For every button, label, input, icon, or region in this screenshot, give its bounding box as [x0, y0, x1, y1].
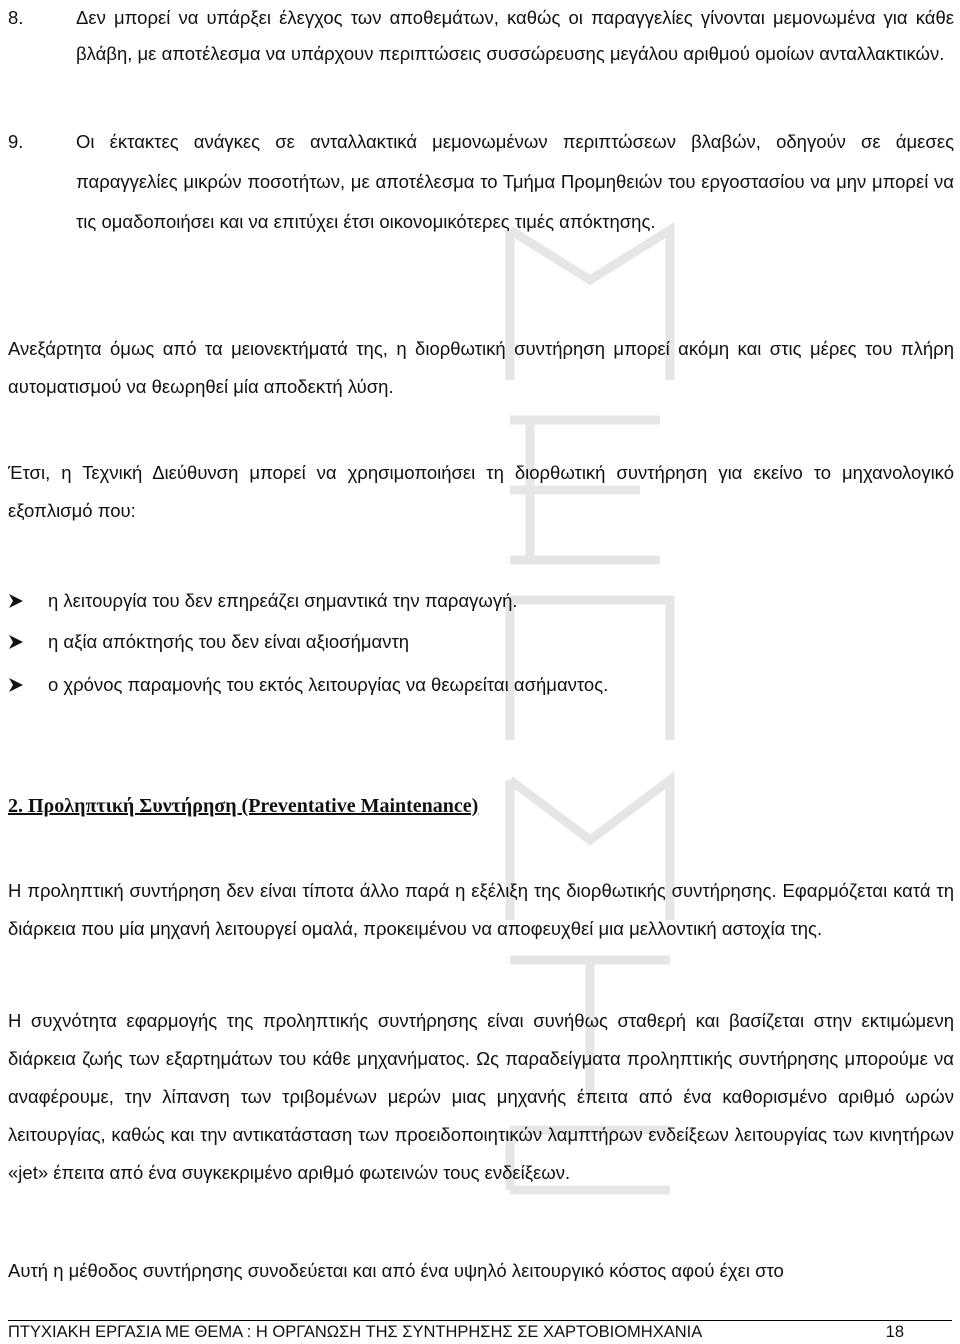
bullet-text: ο χρόνος παραμονής του εκτός λειτουργίας να θεωρείται ασήμαντος.: [48, 674, 609, 695]
paragraph-frequency: Η συχνότητα εφαρμογής της προληπτικής συντήρησης είναι συνήθως σταθερή και βασίζεται στην εκτιμώμενη διάρκεια ζωής των εξαρτημάτων του κάθε μηχανήματος. Ως παραδείγματα προληπτικής συντήρησης μπορούμε να αναφέρουμε, την λίπανση των τριβομένων μερών μιας μηχανής έπειτα από ένα καθορισμένο αριθμό ωρών λειτουργίας, καθώς και την αντικατάσταση των προειδοποιητικών λαμπτήρων ενδείξεων λειτουργίας των κινητήρων «jet» έπειτα από ένα συγκεκριμένο αριθμό φωτεινών τους ενδείξεων.: [8, 1010, 954, 1183]
bullet-item: [8, 627, 409, 657]
list-item-text: Δεν μπορεί να υπάρξει έλεγχος των αποθεμάτων, καθώς οι παραγγελίες γίνονται μεμονωμένα για κάθε βλάβη, με αποτέλεσμα να υπάρχουν περιπτώσεις συσσώρευσης μεγάλου αριθμού ομοίων ανταλλακτικών.: [76, 7, 954, 64]
section-heading: 2. Προληπτική Συντήρηση (Preventative Maintenance): [8, 795, 479, 817]
list-item-8: [8, 0, 954, 72]
paragraph-independent: Ανεξάρτητα όμως από τα μειονεκτήματά της, η διορθωτική συντήρηση μπορεί ακόμη και στις μέρες του πλήρη αυτοματισμού να θεωρηθεί μία αποδεκτή λύση.: [8, 338, 954, 397]
bullet-text: η αξία απόκτησής του δεν είναι αξιοσήμαντη: [48, 631, 410, 652]
page-number: 18: [885, 1323, 904, 1341]
footer-title: ΠΤΥΧΙΑΚΗ ΕΡΓΑΣΙΑ ΜΕ ΘΕΜΑ : Η ΟΡΓΑΝΩΣΗ ΤΗΣ ΣΥΝΤΗΡΗΣΗΣ ΣΕ ΧΑΡΤΟΒΙΟΜΗΧΑΝΙΑ: [8, 1323, 703, 1341]
arrow-bullet-icon: [8, 677, 24, 693]
arrow-bullet-icon: [8, 634, 24, 650]
bullet-text: η λειτουργία του δεν επηρεάζει σημαντικά την παραγωγή.: [48, 590, 518, 611]
paragraph-method: Αυτή η μέθοδος συντήρησης συνοδεύεται και από ένα υψηλό λειτουργικό κόστος αφού έχει στο: [8, 1260, 784, 1281]
paragraph-preventive: Η προληπτική συντήρηση δεν είναι τίποτα άλλο παρά η εξέλιξη της διορθωτικής συντήρησης. Εφαρμόζεται κατά τη διάρκεια που μία μηχανή λειτουργεί ομαλά, προκειμένου να αποφευχθεί μια μελλοντική αστοχία της.: [8, 880, 954, 939]
bullet-item: [8, 670, 608, 700]
paragraph-thus: Έτσι, η Τεχνική Διεύθυνση μπορεί να χρησιμοποιήσει τη διορθωτική συντήρηση για εκείνο το μηχανολογικό εξοπλισμό που:: [8, 462, 954, 521]
list-item-9: [8, 122, 954, 242]
list-item-text: Οι έκτακτες ανάγκες σε ανταλλακτικά μεμονωμένων περιπτώσεων βλαβών, οδηγούν σε άμεσες παραγγελίες μικρών ποσοτήτων, με αποτέλεσμα το Τμήμα Προμηθειών του εργοστασίου να μην μπορεί να τις ομαδοποιήσει και να επιτύχει έτσι οικονομικότερες τιμές απόκτησης.: [76, 131, 954, 232]
list-item-number: 8.: [8, 7, 24, 28]
list-item-number: 9.: [8, 131, 24, 152]
page-footer: [8, 1320, 952, 1344]
arrow-bullet-icon: [8, 593, 24, 609]
bullet-item: [8, 586, 518, 616]
